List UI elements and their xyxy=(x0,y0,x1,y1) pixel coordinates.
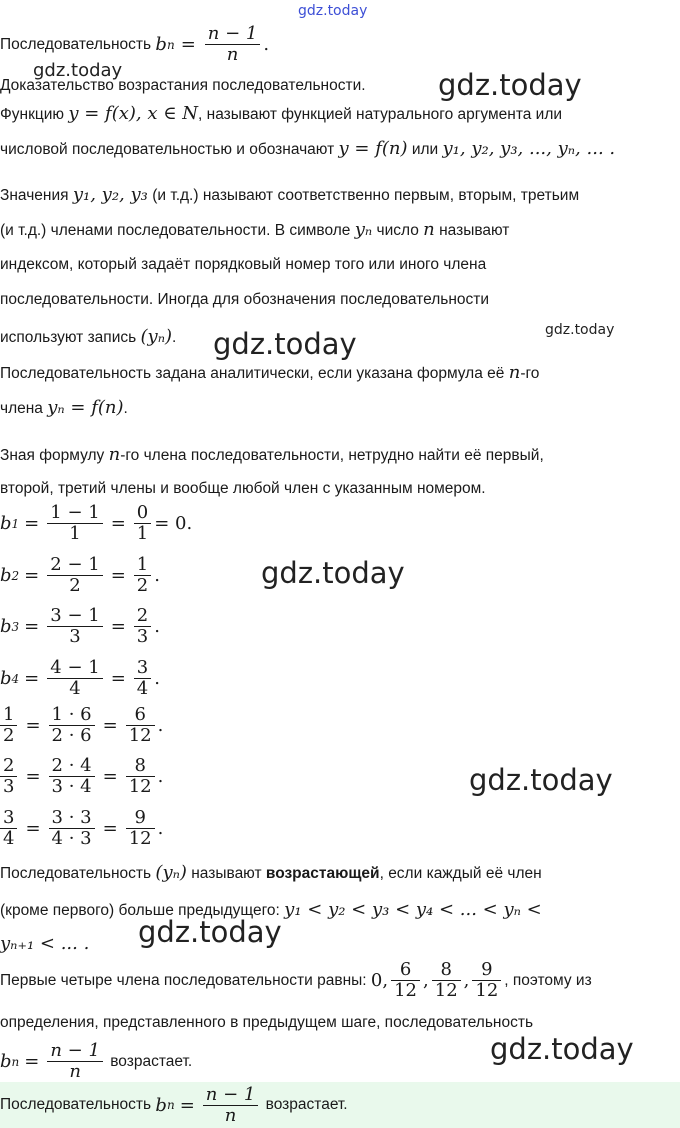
text: Функцию xyxy=(0,106,65,123)
math: = xyxy=(102,766,118,787)
fraction xyxy=(391,960,420,1001)
fraction xyxy=(432,960,461,1001)
fraction xyxy=(134,658,151,699)
math: = xyxy=(25,818,41,839)
text: возрастает. xyxy=(110,1052,193,1070)
fraction-den: 1 xyxy=(136,523,149,544)
fraction-num: 0 xyxy=(134,503,151,524)
eq-b2 xyxy=(0,555,160,596)
math: = xyxy=(24,565,40,586)
fraction xyxy=(134,555,151,596)
math: yₙ₊₁ < ... . xyxy=(0,933,90,954)
p2-line2 xyxy=(0,219,509,240)
title-eq: = xyxy=(180,34,196,55)
watermark: gdz.today xyxy=(33,60,123,81)
watermark: gdz.today xyxy=(213,327,357,361)
fraction-num: 8 xyxy=(432,960,461,981)
fraction-den: 3 xyxy=(136,626,149,647)
fraction xyxy=(47,503,102,544)
math: yₙ = f(n) xyxy=(47,397,124,418)
math: 1 xyxy=(11,516,20,531)
math: = xyxy=(24,668,40,689)
title-lhs-sub: n xyxy=(166,37,175,52)
watermark: gdz.today xyxy=(490,1032,634,1066)
math: (yₙ) xyxy=(140,326,173,347)
math: b xyxy=(0,565,12,586)
text: или xyxy=(411,141,439,158)
fraction xyxy=(203,1085,259,1126)
math: . xyxy=(154,668,160,689)
p1-line2 xyxy=(0,138,615,159)
fraction xyxy=(126,705,155,746)
watermark: gdz.today xyxy=(138,915,282,949)
math: = xyxy=(25,766,41,787)
fraction xyxy=(472,960,501,1001)
fraction-den: 3 · 4 xyxy=(51,776,92,797)
text: (и т.д.) называют соответственно первым, вторым, третьим xyxy=(152,187,580,204)
p5-line3 xyxy=(0,933,89,954)
fraction-den: n xyxy=(69,1061,81,1082)
fraction-den: 4 xyxy=(136,678,149,699)
fraction-den: 3 xyxy=(3,776,15,797)
p4-line1 xyxy=(0,444,544,465)
fraction xyxy=(0,808,17,849)
math: , xyxy=(463,970,470,991)
math: y = f(n) xyxy=(338,138,408,159)
fraction xyxy=(134,503,151,544)
math: yₙ xyxy=(354,219,373,240)
eq-r1 xyxy=(0,705,163,746)
math: n xyxy=(11,1054,20,1069)
fraction-num: n − 1 xyxy=(203,1085,259,1106)
math: n xyxy=(423,219,435,240)
math: 4 xyxy=(11,671,20,686)
fraction-den: 3 xyxy=(69,626,81,647)
text: используют запись xyxy=(0,329,137,346)
fraction-num: n − 1 xyxy=(47,1041,103,1062)
math: = xyxy=(24,513,40,534)
p5-line2 xyxy=(0,899,542,920)
math: = xyxy=(102,715,118,736)
fraction xyxy=(47,606,102,647)
text: (и т.д.) членами последовательности. В символе xyxy=(0,222,351,239)
eq-r3 xyxy=(0,808,163,849)
p4-line2: второй, третий члены и вообще любой член с указанным номером. xyxy=(0,480,486,497)
math: = xyxy=(110,668,126,689)
fraction xyxy=(0,705,17,746)
title-text: Последовательность xyxy=(0,35,152,53)
text: называют xyxy=(191,865,262,882)
math: = xyxy=(25,715,41,736)
math: y₁, y₂, y₃, ..., yₙ, ... . xyxy=(442,138,616,159)
math: b xyxy=(155,1094,167,1116)
p2-line4: последовательности. Иногда для обозначения последовательности xyxy=(0,291,490,308)
p6-line2: определения, представленного в предыдущем шаге, последовательность xyxy=(0,1014,534,1031)
fraction-den: 2 xyxy=(69,575,81,596)
fraction-num: 1 · 6 xyxy=(49,705,95,726)
math: n xyxy=(166,1098,175,1112)
math: 0, xyxy=(370,970,389,991)
fraction-den: 12 xyxy=(394,980,418,1001)
fraction-den: n xyxy=(226,44,239,65)
eq-b3 xyxy=(0,606,160,647)
fraction-den: 12 xyxy=(128,776,152,797)
text: Последовательность xyxy=(0,1096,152,1113)
p5-line1 xyxy=(0,862,542,883)
math: = xyxy=(179,1094,195,1116)
math: = xyxy=(24,616,40,637)
fraction-num: 3 xyxy=(134,658,151,679)
text: возрастает. xyxy=(265,1096,348,1113)
text: число xyxy=(376,222,419,239)
text: Значения xyxy=(0,187,69,204)
text: , называют функцией натурального аргумента или xyxy=(198,106,563,123)
text: числовой последовательностью и обозначают xyxy=(0,141,335,158)
fraction-den: n xyxy=(224,1104,237,1126)
math: 3 xyxy=(11,619,20,634)
title-lhs: b xyxy=(155,34,167,55)
eq-b1 xyxy=(0,503,192,544)
p1-line1 xyxy=(0,103,562,124)
text: Первые четыре члена последовательности равны: xyxy=(0,971,367,989)
fraction xyxy=(47,1041,103,1082)
text: -го xyxy=(520,365,540,382)
math: . xyxy=(157,715,164,736)
p3-line1 xyxy=(0,362,539,383)
p6-line1 xyxy=(0,960,592,1001)
math: b xyxy=(0,668,12,689)
fraction-den: 12 xyxy=(128,828,152,849)
fraction-num: 3 · 3 xyxy=(49,808,95,829)
math: = xyxy=(24,1051,40,1072)
text: называют xyxy=(439,222,510,239)
text: члена xyxy=(0,400,43,417)
fraction-num: 1 xyxy=(134,555,151,576)
p6-line3 xyxy=(0,1041,192,1082)
fraction-den: 2 xyxy=(136,575,149,596)
text: Последовательность xyxy=(0,865,152,882)
fraction-den: 2 · 6 xyxy=(51,725,92,746)
math: y = f(x), x ∈ N xyxy=(68,103,199,124)
math: , xyxy=(423,970,429,991)
fraction-den: 4 xyxy=(3,828,15,849)
title-fraction xyxy=(205,24,261,65)
fraction-num: 3 xyxy=(0,808,17,829)
text: . xyxy=(172,329,177,346)
fraction-den: 4 xyxy=(69,678,81,699)
text: Последовательность задана аналитически, если указана формула её xyxy=(0,365,505,382)
fraction-den: 12 xyxy=(475,980,499,1001)
math: = xyxy=(110,565,126,586)
fraction-num: 6 xyxy=(391,960,420,981)
fraction-num: 3 − 1 xyxy=(47,606,102,627)
math: . xyxy=(154,616,160,637)
math: b xyxy=(0,616,12,637)
text: , если каждый её член xyxy=(379,865,542,882)
fraction-num: n − 1 xyxy=(205,24,261,45)
fraction-num: 1 xyxy=(0,705,17,726)
math: 2 xyxy=(11,568,20,583)
math: b xyxy=(0,1051,12,1072)
fraction xyxy=(49,705,95,746)
text: , поэтому из xyxy=(504,971,592,989)
eq-b4 xyxy=(0,658,160,699)
fraction-num: 2 xyxy=(134,606,151,627)
watermark: gdz.today xyxy=(261,556,405,590)
fraction-num: 2 · 4 xyxy=(49,756,95,777)
math: n xyxy=(108,444,121,465)
fraction-num: 8 xyxy=(126,756,155,777)
p3-line2 xyxy=(0,397,128,418)
fraction xyxy=(0,756,17,797)
fraction-num: 2 − 1 xyxy=(47,555,102,576)
watermark: gdz.today xyxy=(545,322,615,338)
fraction-num: 9 xyxy=(126,808,155,829)
p2-line5 xyxy=(0,326,176,347)
fraction xyxy=(49,756,95,797)
fraction-num: 6 xyxy=(126,705,155,726)
math: = xyxy=(102,818,118,839)
eq-r2 xyxy=(0,756,163,797)
fraction-num: 4 − 1 xyxy=(47,658,102,679)
math: = xyxy=(110,616,126,637)
text: Зная формулу xyxy=(0,447,105,464)
text: . xyxy=(123,400,128,417)
title-end: . xyxy=(263,34,270,55)
math: = 0. xyxy=(154,513,193,534)
fraction xyxy=(134,606,151,647)
fraction xyxy=(47,555,102,596)
fraction xyxy=(126,756,155,797)
fraction-den: 12 xyxy=(434,980,458,1001)
bold-term: возрастающей xyxy=(265,865,380,882)
fraction xyxy=(126,808,155,849)
fraction xyxy=(47,658,102,699)
p2-line3: индексом, который задаёт порядковый номер того или иного члена xyxy=(0,256,487,273)
math: . xyxy=(157,818,164,839)
fraction xyxy=(49,808,95,849)
fraction-den: 1 xyxy=(69,523,81,544)
math: . xyxy=(154,565,160,586)
math: = xyxy=(110,513,126,534)
title-line xyxy=(0,24,269,65)
fraction-den: 2 xyxy=(3,725,15,746)
fraction-num: 1 − 1 xyxy=(47,503,102,524)
math: y₁, y₂, y₃ xyxy=(72,184,148,205)
watermark: gdz.today xyxy=(438,68,582,102)
watermark: gdz.today xyxy=(469,763,613,797)
answer-line xyxy=(0,1082,348,1128)
fraction-num: 9 xyxy=(472,960,501,981)
math: (yₙ) xyxy=(155,862,187,883)
proof-heading: Доказательство возрастания последовательности. xyxy=(0,77,366,94)
p2-line1 xyxy=(0,184,579,205)
text: (кроме первого) больше предыдущего: xyxy=(0,902,280,919)
fraction-den: 12 xyxy=(128,725,152,746)
math: y₁ < y₂ < y₃ < y₄ < ... < yₙ < xyxy=(284,899,542,920)
math: b xyxy=(0,513,12,534)
math: . xyxy=(157,766,164,787)
watermark: gdz.today xyxy=(298,3,368,19)
math: n xyxy=(508,362,521,383)
text: -го члена последовательности, нетрудно найти её первый, xyxy=(120,447,544,464)
fraction-num: 2 xyxy=(0,756,17,777)
fraction-den: 4 · 3 xyxy=(51,828,92,849)
